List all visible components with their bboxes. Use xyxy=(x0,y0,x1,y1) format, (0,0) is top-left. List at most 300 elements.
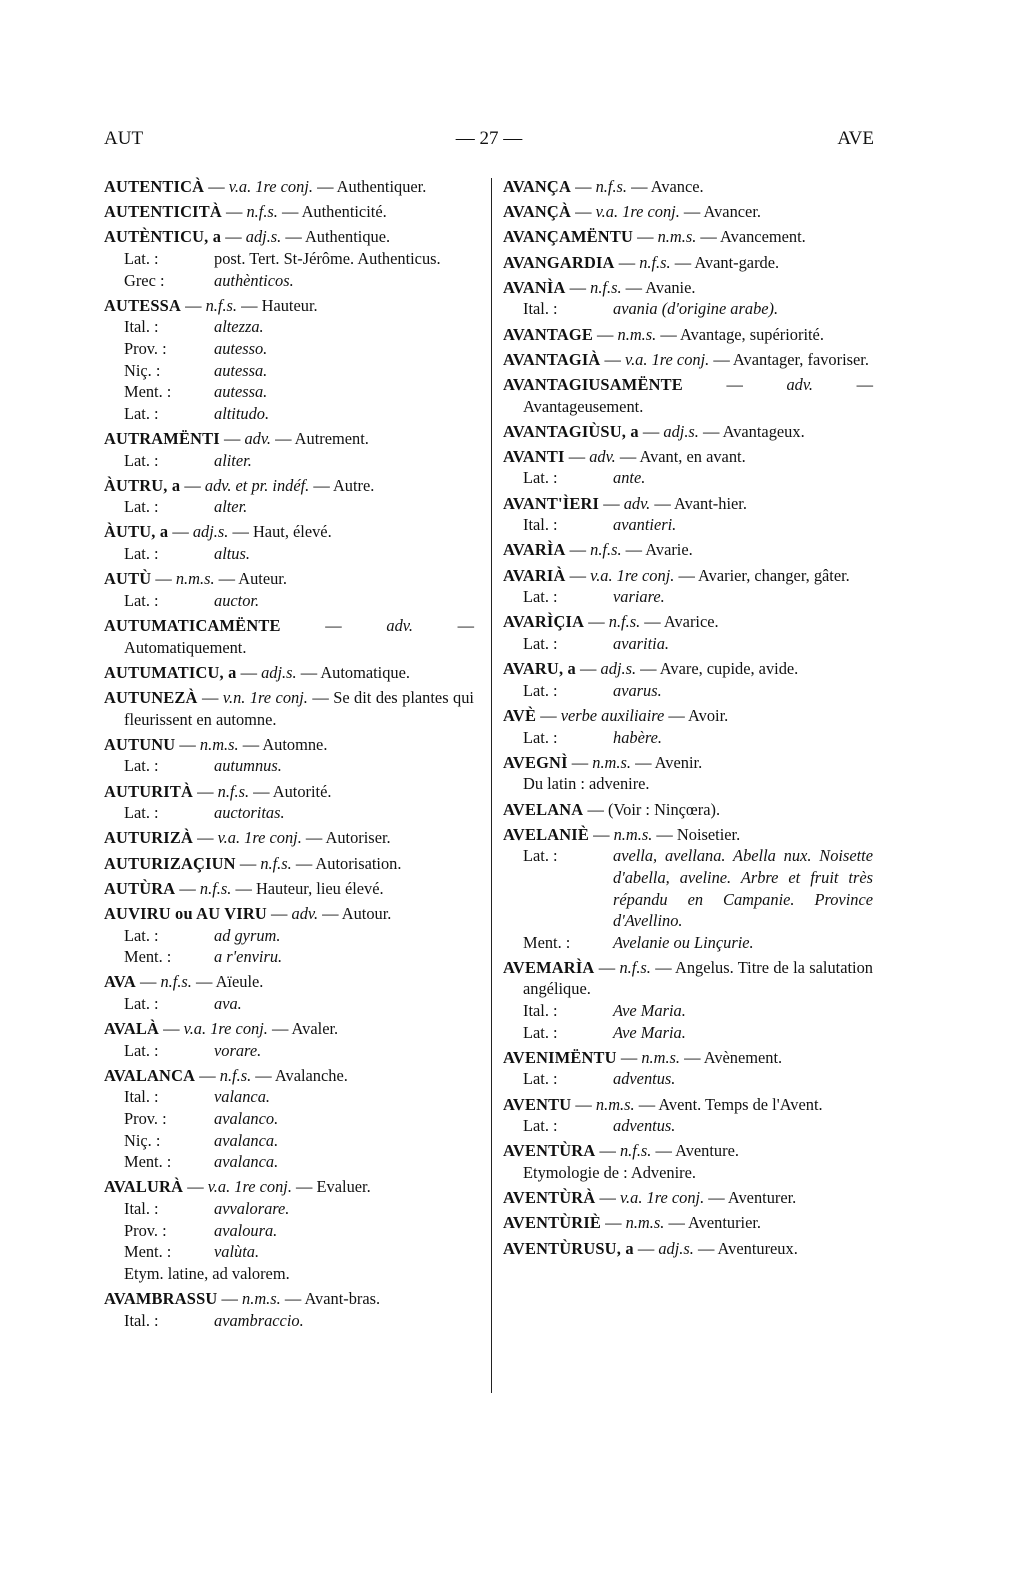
headword: AVARÌA xyxy=(503,540,566,560)
headword: AUTURIZÀ xyxy=(104,828,194,848)
definition: Avaler. xyxy=(291,1019,339,1039)
entry-main-line: AVENTÙRA — n.f.s. — Aventure. xyxy=(503,1141,739,1161)
headword: AVALURÀ xyxy=(104,1177,184,1197)
entry-main-line: AVEGNÌ — n.m.s. — Avenir. xyxy=(503,752,703,772)
headword: AVELANIÈ xyxy=(503,824,590,844)
headword: AVANT'ÌERI xyxy=(503,493,600,513)
grammar-label: n.m.s. xyxy=(625,1213,665,1233)
etymology-line xyxy=(104,496,474,518)
definition: Avance. xyxy=(650,177,704,196)
entry-main-line: AUTÙRA — n.f.s. — Hauteur, lieu élevé. xyxy=(104,878,384,898)
etymology-line xyxy=(104,1130,474,1152)
grammar-label: n.f.s. xyxy=(260,853,292,873)
grammar-label: verbe auxiliaire xyxy=(560,705,665,725)
headword: AVENTÙRA xyxy=(503,1141,596,1161)
language-label: Ment. : xyxy=(124,1242,172,1262)
grammar-label: n.f.s. xyxy=(590,277,622,297)
dictionary-entry xyxy=(104,734,474,777)
headword: AVALANCA xyxy=(104,1065,196,1085)
language-label: Lat. : xyxy=(124,803,159,823)
dictionary-entry xyxy=(104,568,474,611)
language-label: Lat. : xyxy=(523,1022,558,1042)
grammar-label: adv. xyxy=(386,616,413,636)
entry-main-line: AVANT'ÌERI — adv. — Avant-hier. xyxy=(503,493,747,513)
dictionary-entry xyxy=(104,201,474,223)
definition: Aventure. xyxy=(675,1141,739,1161)
dictionary-entry xyxy=(104,903,474,968)
dictionary-entry xyxy=(104,521,474,564)
dictionary-entry xyxy=(503,349,873,371)
definition: Aventurer. xyxy=(727,1188,797,1208)
etymology-value: ante. xyxy=(613,468,646,488)
etymology-line xyxy=(503,680,873,702)
language-label: Lat. : xyxy=(124,497,159,517)
headword: AVENTÙRIÈ xyxy=(503,1213,602,1233)
headword: AVEGNÌ xyxy=(503,752,568,772)
definition: Avantager, favoriser. xyxy=(732,349,869,369)
etymology-line xyxy=(104,270,474,292)
headword: AUTRAMËNTI xyxy=(104,428,220,448)
language-label: Ital. : xyxy=(523,299,558,319)
grammar-label: adj.s. xyxy=(600,659,637,679)
dictionary-entry xyxy=(503,1212,873,1234)
headword: AUTURIZAÇIUN xyxy=(104,853,236,873)
grammar-label: adv. xyxy=(786,374,814,394)
etymology-value: autessa. xyxy=(214,382,268,402)
dictionary-entry xyxy=(104,475,474,518)
language-label: Niç. : xyxy=(124,360,161,380)
etymology-line xyxy=(104,1040,474,1062)
dictionary-entry xyxy=(503,446,873,489)
entry-main-line: AVANTAGIUSAMËNTE — adv. — Avantageusement. xyxy=(503,374,873,416)
definition: Avantage, supériorité. xyxy=(679,324,824,344)
dictionary-entry xyxy=(503,565,873,608)
definition: Hauteur. xyxy=(261,295,318,315)
dictionary-entry xyxy=(104,1018,474,1061)
etymology-line xyxy=(104,755,474,777)
language-label: Lat. : xyxy=(124,248,159,268)
etymology-value: autesso. xyxy=(214,338,268,358)
definition: Avantageux. xyxy=(722,421,805,441)
definition: Avenir. xyxy=(654,752,703,772)
headword: AVANÇÀ xyxy=(503,202,571,222)
page-number: — 27 — xyxy=(455,128,523,149)
definition: Avare, cupide, avide. xyxy=(659,659,799,679)
etymology-line xyxy=(104,381,474,403)
dictionary-entry xyxy=(503,1140,873,1183)
etymology-value: variare. xyxy=(613,587,665,607)
grammar-label: v.a. 1re conj. xyxy=(595,202,680,222)
definition: Aïeule. xyxy=(215,972,264,992)
dictionary-entry xyxy=(104,1176,474,1284)
grammar-label: n.f.s. xyxy=(199,878,232,898)
column-divider xyxy=(491,178,492,1393)
entry-main-line: AVANTAGIÀ — v.a. 1re conj. — Avantager, favoriser. xyxy=(503,349,869,369)
grammar-label: n.m.s. xyxy=(175,569,215,589)
grammar-label: n.m.s. xyxy=(242,1288,281,1308)
dictionary-entry xyxy=(503,824,873,954)
entry-main-line: AVENTU — n.m.s. — Avent. Temps de l'Avent. xyxy=(503,1094,823,1114)
etymology-line xyxy=(104,590,474,612)
language-label: Ital. : xyxy=(124,1087,159,1107)
entry-main-line: AUTUNEZÀ — v.n. 1re conj. — Se dit des plantes qui fleurissent en automne. xyxy=(104,688,474,729)
dictionary-entry xyxy=(104,687,474,730)
grammar-label: n.f.s. xyxy=(590,540,622,560)
headword: AVANTI xyxy=(503,446,565,466)
grammar-label: v.n. 1re conj. xyxy=(222,688,308,707)
language-label: Ital. : xyxy=(523,1001,558,1021)
dictionary-entry xyxy=(503,1094,873,1137)
etymology-line xyxy=(104,1241,474,1263)
etymology-value: ad gyrum. xyxy=(214,925,281,945)
grammar-label: n.m.s. xyxy=(199,734,239,754)
dictionary-entry xyxy=(104,853,474,875)
etymology-value: avalanca. xyxy=(214,1130,279,1150)
right-column xyxy=(503,176,873,1263)
definition: Avalanche. xyxy=(274,1065,348,1085)
entry-main-line: AUTUMATICAMËNTE — adv. — Automatiquement. xyxy=(104,616,474,657)
etymology-value: habère. xyxy=(613,727,663,747)
dictionary-entry xyxy=(104,428,474,471)
definition: Avant-garde. xyxy=(694,252,780,272)
language-label: Lat. : xyxy=(523,468,558,488)
grammar-label: n.m.s. xyxy=(617,324,657,344)
etymology-value: adventus. xyxy=(613,1069,676,1089)
headword: AUTESSA xyxy=(104,295,182,315)
entry-main-line: AVELANIÈ — n.m.s. — Noisetier. xyxy=(503,824,741,844)
definition: Avarier, changer, gâter. xyxy=(698,565,850,585)
dictionary-entry xyxy=(104,615,474,658)
etymology-value: ava. xyxy=(214,993,242,1013)
language-label: Prov. : xyxy=(124,338,167,358)
entry-main-line: AVENTÙRUSU, a — adj.s. — Aventureux. xyxy=(503,1238,798,1258)
grammar-label: adv. et pr. indéf. xyxy=(204,475,310,495)
headword: AVANÇA xyxy=(503,177,571,196)
etymology-line xyxy=(503,727,873,749)
entry-main-line: AVELANA — (Voir : Ninçœra). xyxy=(503,799,721,819)
definition: Noisetier. xyxy=(676,824,741,844)
etymology-value: authènticos. xyxy=(214,270,294,290)
entry-main-line: AVANGARDIA — n.f.s. — Avant-garde. xyxy=(503,252,780,272)
headword: ÀUTRU, a xyxy=(104,475,181,495)
etymology-line xyxy=(503,1068,873,1090)
definition: Authenticité. xyxy=(301,202,387,222)
grammar-label: n.f.s. xyxy=(608,612,641,632)
grammar-label: adj.s. xyxy=(658,1238,694,1258)
grammar-label: adj.s. xyxy=(261,662,297,682)
etymology-value: alter. xyxy=(214,497,248,517)
language-label: Lat. : xyxy=(124,450,159,470)
dictionary-entry xyxy=(104,971,474,1014)
etymology-value: adventus. xyxy=(613,1116,676,1136)
headword: AUTÈNTICU, a xyxy=(104,227,222,247)
headword: AVELANA xyxy=(503,799,584,819)
language-label: Lat. : xyxy=(523,1069,558,1089)
definition: Authentiquer. xyxy=(336,177,427,196)
headword: AUTURITÀ xyxy=(104,781,194,801)
grammar-label: v.a. 1re conj. xyxy=(619,1188,705,1208)
dictionary-entry xyxy=(503,421,873,443)
etymology-line xyxy=(503,1115,873,1137)
etymology-value: avania (d'origine arabe). xyxy=(613,299,779,319)
language-label: Lat. : xyxy=(124,403,159,423)
entry-note: Etym. latine, ad valorem. xyxy=(124,1263,290,1283)
etymology-line xyxy=(104,360,474,382)
etymology-line xyxy=(104,802,474,824)
entry-main-line: AUTUNU — n.m.s. — Automne. xyxy=(104,734,328,754)
entry-main-line: AUTENTICITÀ — n.f.s. — Authenticité. xyxy=(104,202,387,222)
definition: Automatique. xyxy=(320,662,411,682)
dictionary-entry xyxy=(503,705,873,748)
grammar-label: n.f.s. xyxy=(246,202,278,222)
grammar-label: n.f.s. xyxy=(619,1141,652,1161)
dictionary-entry xyxy=(104,662,474,684)
etymology-line xyxy=(104,1086,474,1108)
definition: Avantageusement. xyxy=(523,396,644,416)
etymology-value: avaloura. xyxy=(214,1220,278,1240)
entry-main-line: AVARIÀ — v.a. 1re conj. — Avarier, changer, gâter. xyxy=(503,565,850,585)
header-left-guide-word: AUT xyxy=(104,128,144,149)
language-label: Lat. : xyxy=(124,925,159,945)
entry-main-line: AVARÌA — n.f.s. — Avarie. xyxy=(503,540,693,560)
entry-main-line: AVANÌA — n.f.s. — Avanie. xyxy=(503,277,696,297)
grammar-label: adj.s. xyxy=(663,421,699,441)
entry-main-line: AVANÇÀ — v.a. 1re conj. — Avancer. xyxy=(503,202,761,222)
definition: Aventureux. xyxy=(717,1238,798,1258)
language-label: Ital. : xyxy=(523,515,558,535)
entry-main-line: AVENTÙRÀ — v.a. 1re conj. — Aventurer. xyxy=(503,1188,797,1208)
definition: Haut, élevé. xyxy=(252,522,332,542)
dictionary-entry xyxy=(503,1238,873,1260)
headword: AVANÌA xyxy=(503,277,566,297)
entry-main-line: AVANTI — adv. — Avant, en avant. xyxy=(503,446,746,466)
headword: AVENTÙRUSU, a xyxy=(503,1238,634,1258)
etymology-line xyxy=(503,298,873,320)
dictionary-entry xyxy=(503,658,873,701)
headword: AUTUMATICU, a xyxy=(104,662,237,682)
definition: Avancer. xyxy=(703,202,761,222)
definition: Autrement. xyxy=(294,428,369,448)
grammar-label: n.f.s. xyxy=(160,972,192,992)
language-label: Lat. : xyxy=(523,846,558,866)
headword: AVANTAGIÙSU, a xyxy=(503,421,639,441)
definition: Avancement. xyxy=(720,227,806,247)
etymology-line xyxy=(104,450,474,472)
dictionary-entry xyxy=(503,493,873,536)
dictionary-entry xyxy=(503,1047,873,1090)
definition: Avarie. xyxy=(645,540,693,560)
definition: Avarice. xyxy=(663,612,719,632)
definition: Avant-hier. xyxy=(673,493,747,513)
etymology-line xyxy=(104,316,474,338)
etymology-value: altezza. xyxy=(214,317,264,337)
etymology-value: avalanco. xyxy=(214,1109,279,1129)
etymology-line xyxy=(104,403,474,425)
dictionary-entry xyxy=(503,752,873,795)
etymology-value: vorare. xyxy=(214,1040,262,1060)
definition: Autoriser. xyxy=(325,828,391,848)
grammar-label: n.m.s. xyxy=(613,824,653,844)
etymology-line xyxy=(503,845,873,931)
etymology-line xyxy=(503,932,873,954)
etymology-value: Avelanie ou Linçurie. xyxy=(613,932,754,952)
etymology-value: aliter. xyxy=(214,450,252,470)
entry-main-line: AVÈ — verbe auxiliaire — Avoir. xyxy=(503,705,729,725)
headword: AVANTAGE xyxy=(503,324,593,344)
dictionary-entry xyxy=(503,201,873,223)
etymology-line xyxy=(503,467,873,489)
entry-main-line: AVAMBRASSU — n.m.s. — Avant-bras. xyxy=(104,1288,381,1308)
entry-main-line: AVENIMËNTU — n.m.s. — Avènement. xyxy=(503,1047,783,1067)
entry-main-line: AUVIRU ou AU VIRU — adv. — Autour. xyxy=(104,903,392,923)
grammar-label: v.a. 1re conj. xyxy=(590,565,675,585)
dictionary-entry xyxy=(104,176,474,198)
language-label: Ment. : xyxy=(523,932,571,952)
definition: Avoir. xyxy=(688,705,729,725)
headword: AVENIMËNTU xyxy=(503,1047,617,1067)
etymology-value: auctor. xyxy=(214,590,260,610)
grammar-label: adj.s. xyxy=(192,522,229,542)
grammar-label: n.f.s. xyxy=(595,177,628,196)
etymology-value: avantieri. xyxy=(613,515,677,535)
language-label: Lat. : xyxy=(124,993,159,1013)
headword: AVENTU xyxy=(503,1094,572,1114)
headword: ÀUTU, a xyxy=(104,522,169,542)
grammar-label: n.m.s. xyxy=(657,227,697,247)
language-label: Lat. : xyxy=(523,727,558,747)
grammar-label: n.m.s. xyxy=(641,1047,681,1067)
dictionary-entry xyxy=(503,277,873,320)
headword: AUTUNU xyxy=(104,734,176,754)
entry-main-line: AVALÀ — v.a. 1re conj. — Avaler. xyxy=(104,1019,339,1039)
etymology-line xyxy=(503,1022,873,1044)
entry-main-line: AVARÌÇIA — n.f.s. — Avarice. xyxy=(503,612,719,632)
entry-main-line: AUTURIZAÇIUN — n.f.s. — Autorisation. xyxy=(104,853,402,873)
etymology-line xyxy=(104,248,474,270)
language-label: Lat. : xyxy=(523,680,558,700)
headword: AVA xyxy=(104,972,136,992)
entry-main-line: AUTRAMËNTI — adv. — Autrement. xyxy=(104,428,369,448)
definition: Auteur. xyxy=(238,569,287,589)
language-label: Ital. : xyxy=(124,317,159,337)
entry-main-line: ÀUTU, a — adj.s. — Haut, élevé. xyxy=(104,522,332,542)
etymology-value: avambraccio. xyxy=(214,1310,304,1330)
entry-main-line: AVANTAGIÙSU, a — adj.s. — Avantageux. xyxy=(503,421,805,441)
definition: (Voir : Ninçœra). xyxy=(607,799,721,819)
language-label: Ment. : xyxy=(124,1152,172,1172)
etymology-value: altus. xyxy=(214,544,250,564)
definition: Evaluer. xyxy=(316,1177,371,1197)
dictionary-entry xyxy=(104,226,474,291)
etymology-value: avaritia. xyxy=(613,634,669,653)
etymology-line xyxy=(104,1220,474,1242)
grammar-label: n.m.s. xyxy=(592,752,631,772)
grammar-label: n.f.s. xyxy=(205,295,238,315)
grammar-label: n.f.s. xyxy=(217,781,250,801)
dictionary-entry xyxy=(503,226,873,248)
etymology-line xyxy=(104,925,474,947)
definition: Autre. xyxy=(332,475,375,495)
etymology-value: valùta. xyxy=(214,1242,260,1262)
headword: AVARU, a xyxy=(503,659,576,679)
language-label: Ital. : xyxy=(124,1199,159,1218)
definition: Hauteur, lieu élevé. xyxy=(255,878,384,898)
entry-main-line: AVANTAGE — n.m.s. — Avantage, supériorité. xyxy=(503,324,824,344)
headword: AVANGARDIA xyxy=(503,252,615,272)
language-label: Lat. : xyxy=(124,544,159,564)
entry-note: Du latin : advenire. xyxy=(523,774,650,794)
entry-main-line: AVALURÀ — v.a. 1re conj. — Evaluer. xyxy=(104,1177,371,1197)
etymology-value: avalanca. xyxy=(214,1152,279,1172)
grammar-label: v.a. 1re conj. xyxy=(183,1019,268,1039)
definition: Avent. Temps de l'Avent. xyxy=(658,1094,823,1114)
grammar-label: v.a. 1re conj. xyxy=(228,177,313,196)
language-label: Ment. : xyxy=(124,947,172,967)
dictionary-entry xyxy=(104,1065,474,1173)
headword: AVENTÙRÀ xyxy=(503,1188,596,1208)
definition: Avènement. xyxy=(703,1047,783,1067)
definition: Automatiquement. xyxy=(124,637,247,657)
headword: AVARIÀ xyxy=(503,565,566,585)
dictionary-entry xyxy=(503,324,873,346)
etymology-line xyxy=(503,586,873,608)
headword: AUTÙ xyxy=(104,569,152,589)
language-label: Ment. : xyxy=(124,382,172,402)
definition: Angelus. Titre de la salutation angélique. xyxy=(523,957,873,999)
entry-main-line: AUTESSA — n.f.s. — Hauteur. xyxy=(104,295,318,315)
entry-note: Etymologie de : Advenire. xyxy=(523,1163,696,1182)
definition: Autorisation. xyxy=(315,853,402,873)
headword: AUTUMATICAMËNTE xyxy=(104,616,281,636)
etymology-line xyxy=(104,543,474,565)
headword: AUTENTICÀ xyxy=(104,177,205,196)
etymology-line xyxy=(104,1151,474,1173)
definition: Avant, en avant. xyxy=(639,446,746,466)
headword: AVÈ xyxy=(503,705,537,725)
etymology-line xyxy=(104,946,474,968)
grammar-label: adv. xyxy=(291,903,319,923)
dictionary-entry xyxy=(503,252,873,274)
entry-main-line: AVENTÙRIÈ — n.m.s. — Aventurier. xyxy=(503,1213,762,1233)
entry-main-line: AUTURIZÀ — v.a. 1re conj. — Autoriser. xyxy=(104,828,391,848)
etymology-value: avvalorare. xyxy=(214,1199,290,1218)
etymology-value: altitudo. xyxy=(214,403,270,423)
etymology-value: Ave Maria. xyxy=(613,1022,686,1042)
dictionary-entry xyxy=(503,176,873,198)
etymology-line xyxy=(503,514,873,536)
language-label: Ital. : xyxy=(124,1310,159,1330)
dictionary-entry xyxy=(104,1288,474,1331)
headword: AVANTAGIUSAMËNTE xyxy=(503,374,683,394)
entry-main-line: AUTÈNTICU, a — adj.s. — Authentique. xyxy=(104,227,391,247)
etymology-line xyxy=(503,633,873,655)
headword: AVALÀ xyxy=(104,1019,160,1039)
definition: Autour. xyxy=(341,903,392,923)
page-header xyxy=(104,128,874,158)
language-label: Prov. : xyxy=(124,1109,167,1129)
headword: AVARÌÇIA xyxy=(503,612,585,632)
entry-main-line: AVA — n.f.s. — Aïeule. xyxy=(104,972,264,992)
entry-main-line: AVANÇA — n.f.s. — Avance. xyxy=(503,177,704,196)
etymology-value: Ave Maria. xyxy=(613,1001,686,1021)
etymology-value: auctoritas. xyxy=(214,803,285,823)
headword: AVANÇAMËNTU xyxy=(503,227,634,247)
etymology-line xyxy=(104,338,474,360)
dictionary-entry xyxy=(503,539,873,561)
language-label: Lat. : xyxy=(124,756,159,776)
entry-main-line: AVALANCA — n.f.s. — Avalanche. xyxy=(104,1065,348,1085)
etymology-line xyxy=(104,1198,474,1220)
